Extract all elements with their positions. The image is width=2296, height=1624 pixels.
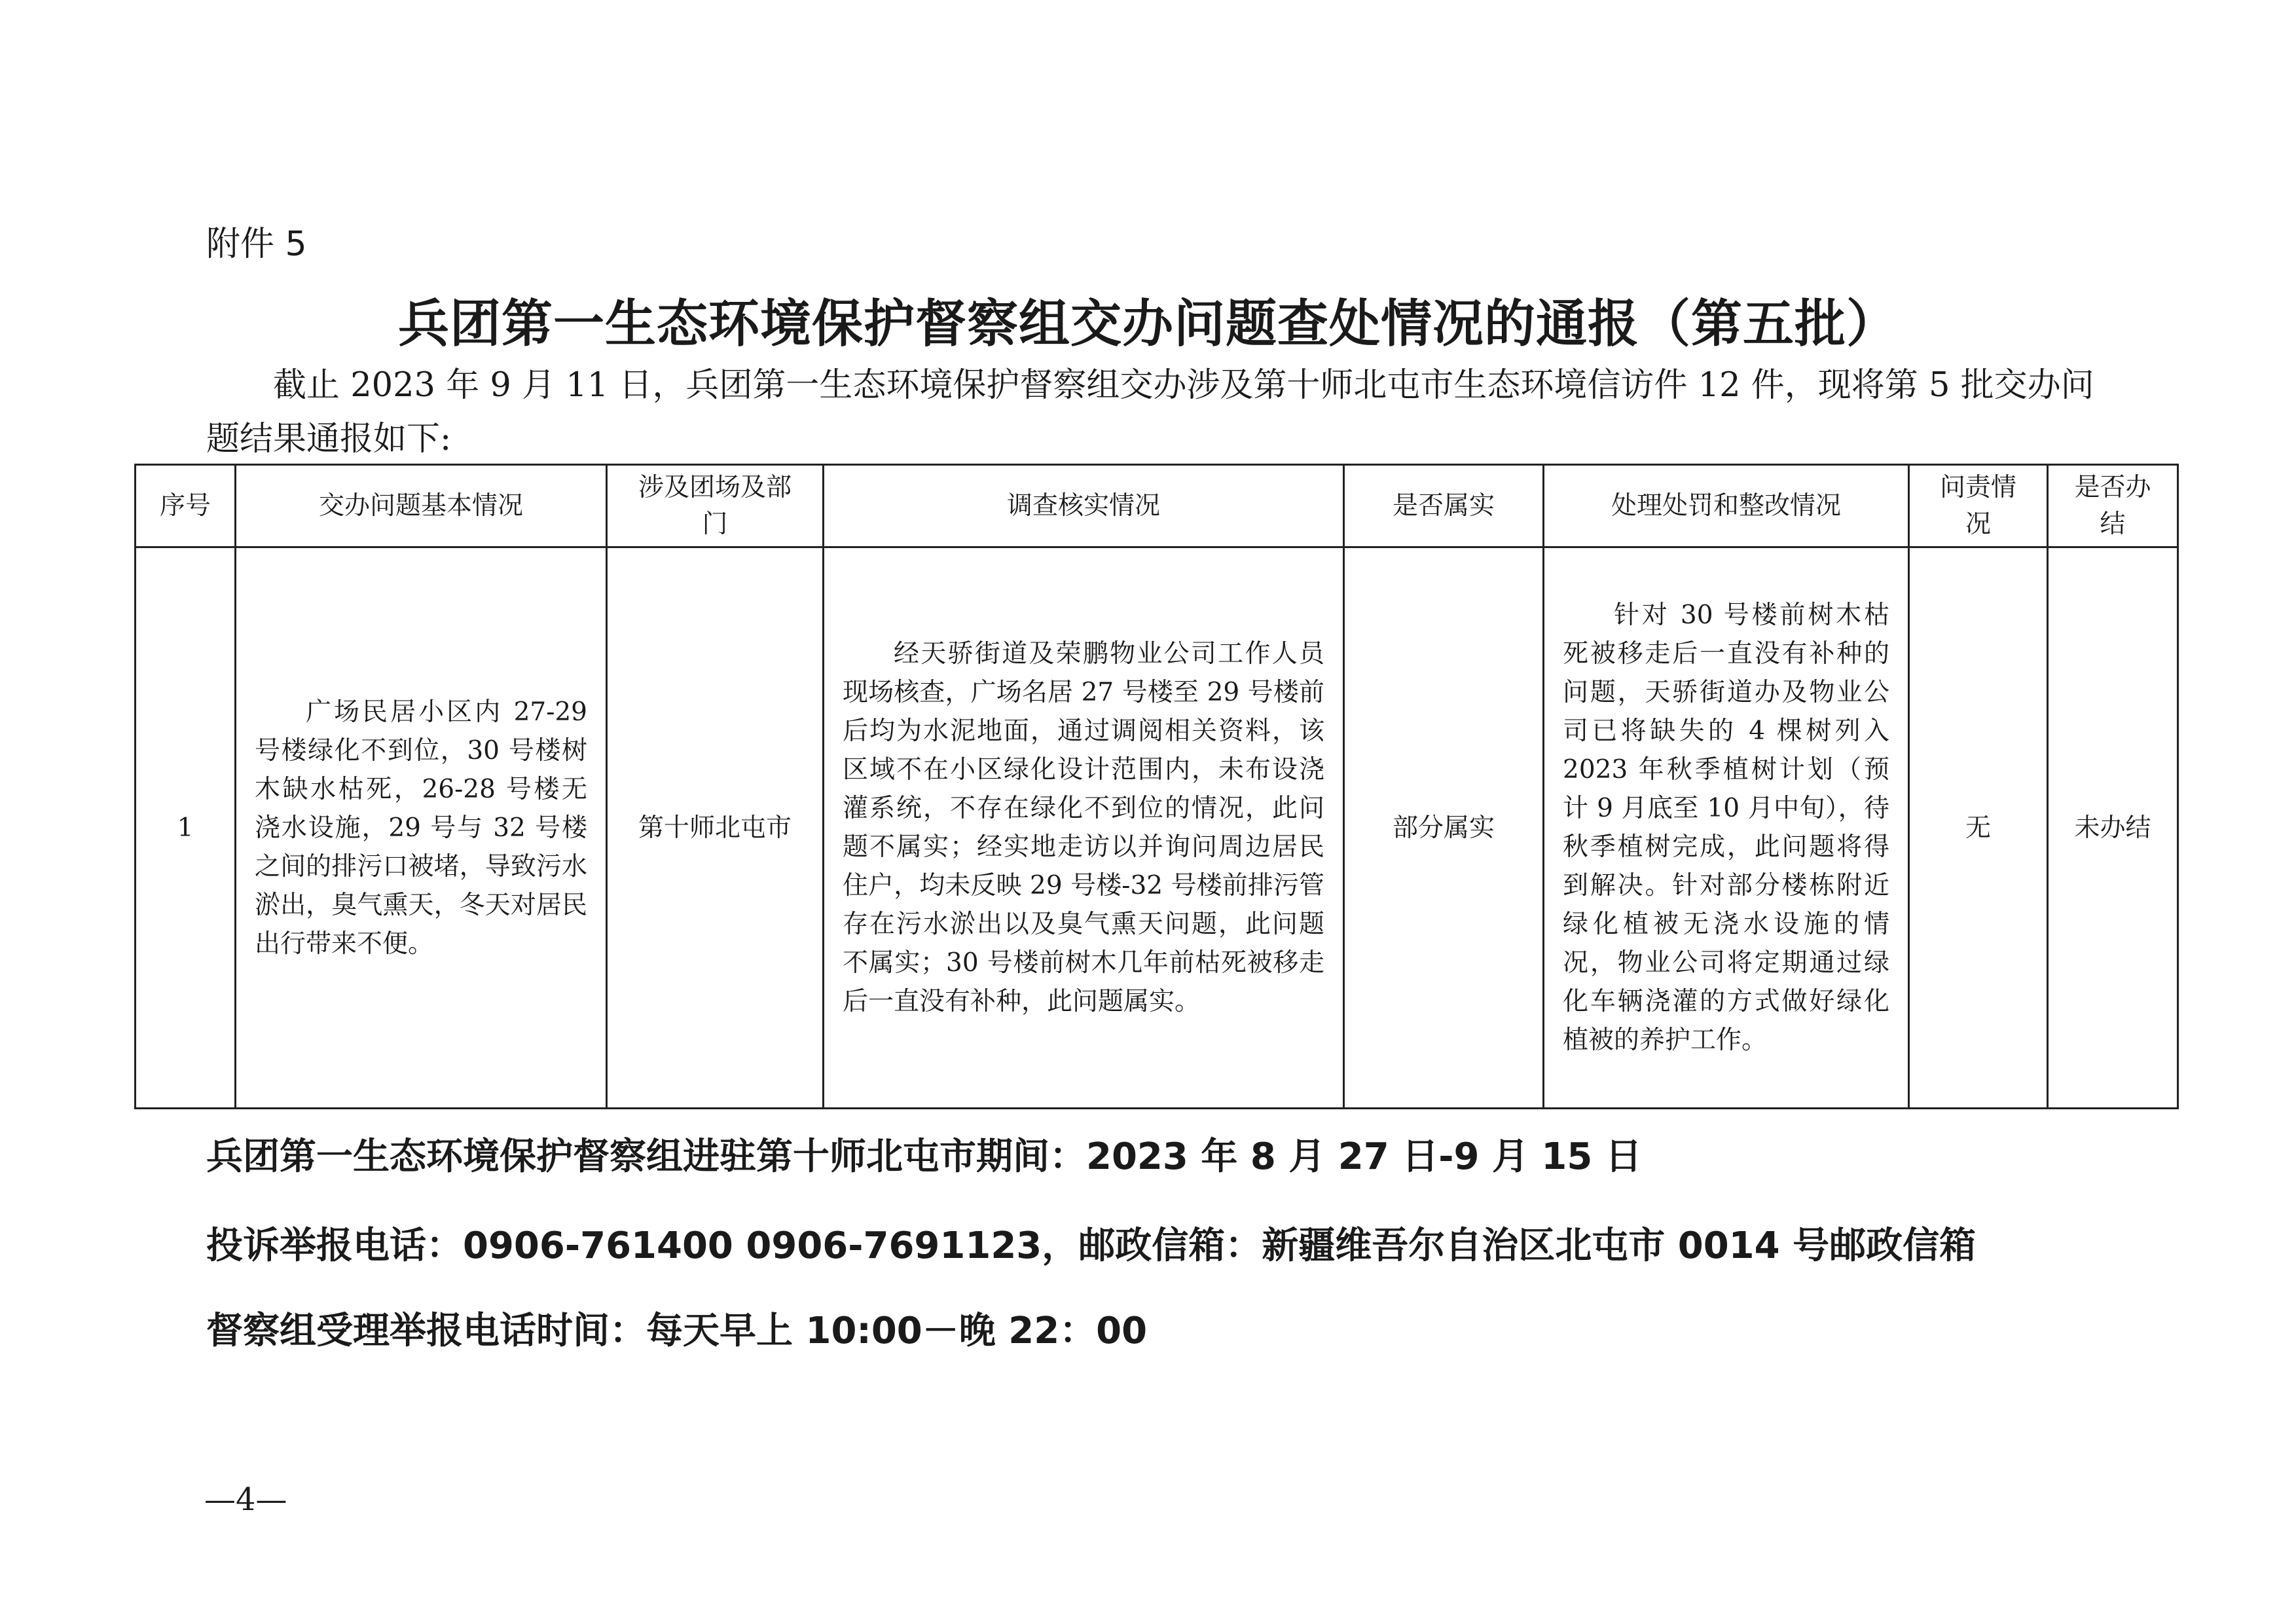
cell-investigation: 经天骄街道及荣鹏物业公司工作人员现场核查，广场名居 27 号楼至 29 号楼前后均为水泥地面，通过调阅相关资料，该区域不在小区绿化设计范围内，未布设浇灌系统，不存在绿化不到位的情况，此问题不属实；经实地走访以并询问周边居民住户，均未反映 29 号楼-32 号楼前排污管存在污水淤出以及臭气熏天问题，此问题不属实；30 号楼前树木几年前枯死被移走后一直没有补种，此问题属实。 [824, 547, 1344, 1109]
header-investigation: 调查核实情况 [824, 465, 1344, 547]
table-row [136, 547, 2178, 1109]
header-closed: 是否办结 [2048, 465, 2178, 547]
page-number: —4— [204, 1481, 287, 1518]
footer-hours: 督察组受理举报电话时间：每天早上 10:00－晚 22：00 [206, 1310, 1148, 1352]
table-header-row [136, 465, 2178, 547]
intro-paragraph: 截止 2023 年 9 月 11 日，兵团第一生态环境保护督察组交办涉及第十师北屯市生态环境信访件 12 件，现将第 5 批交办问题结果通报如下: [206, 366, 2094, 458]
cell-accountability: 无 [1909, 547, 2048, 1109]
document-title: 兵团第一生态环境保护督察组交办问题查处情况的通报（第五批） [397, 295, 1898, 354]
header-department: 涉及团场及部门 [607, 465, 824, 547]
cell-closed: 未办结 [2048, 547, 2178, 1109]
cell-department: 第十师北屯市 [607, 547, 824, 1109]
cell-handling: 针对 30 号楼前树木枯死被移走后一直没有补种的问题，天骄街道办及物业公司已将缺失的 4 棵树列入 2023 年秋季植树计划（预计 9 月底至 10 月中旬），待秋季植树完成，此问题将得到解决。针对部分楼栋附近绿化植被无浇水设施的情况，物业公司将定期通过绿化车辆浇灌的方式做好绿化植被的养护工作。 [1544, 547, 1909, 1109]
footer-contact: 投诉举报电话：0906-761400 0906-7691123，邮政信箱：新疆维吾尔自治区北屯市 0014 号邮政信箱 [206, 1225, 1977, 1267]
cell-basic-info: 广场民居小区内 27-29 号楼绿化不到位，30 号楼树木缺水枯死，26-28 号楼无浇水设施，29 号与 32 号楼之间的排污口被堵，导致污水淤出，臭气熏天，冬天对居民出行带来不便。 [236, 547, 607, 1109]
cell-verified: 部分属实 [1344, 547, 1544, 1109]
header-basic-info: 交办问题基本情况 [236, 465, 607, 547]
header-accountability: 问责情况 [1909, 465, 2048, 547]
header-handling: 处理处罚和整改情况 [1544, 465, 1909, 547]
header-verified: 是否属实 [1344, 465, 1544, 547]
attachment-label: 附件 5 [206, 225, 307, 264]
cell-seq: 1 [136, 547, 236, 1109]
report-table [134, 464, 2179, 1109]
header-seq: 序号 [136, 465, 236, 547]
footer-period: 兵团第一生态环境保护督察组进驻第十师北屯市期间：2023 年 8 月 27 日-9 月 15 日 [206, 1135, 1642, 1178]
